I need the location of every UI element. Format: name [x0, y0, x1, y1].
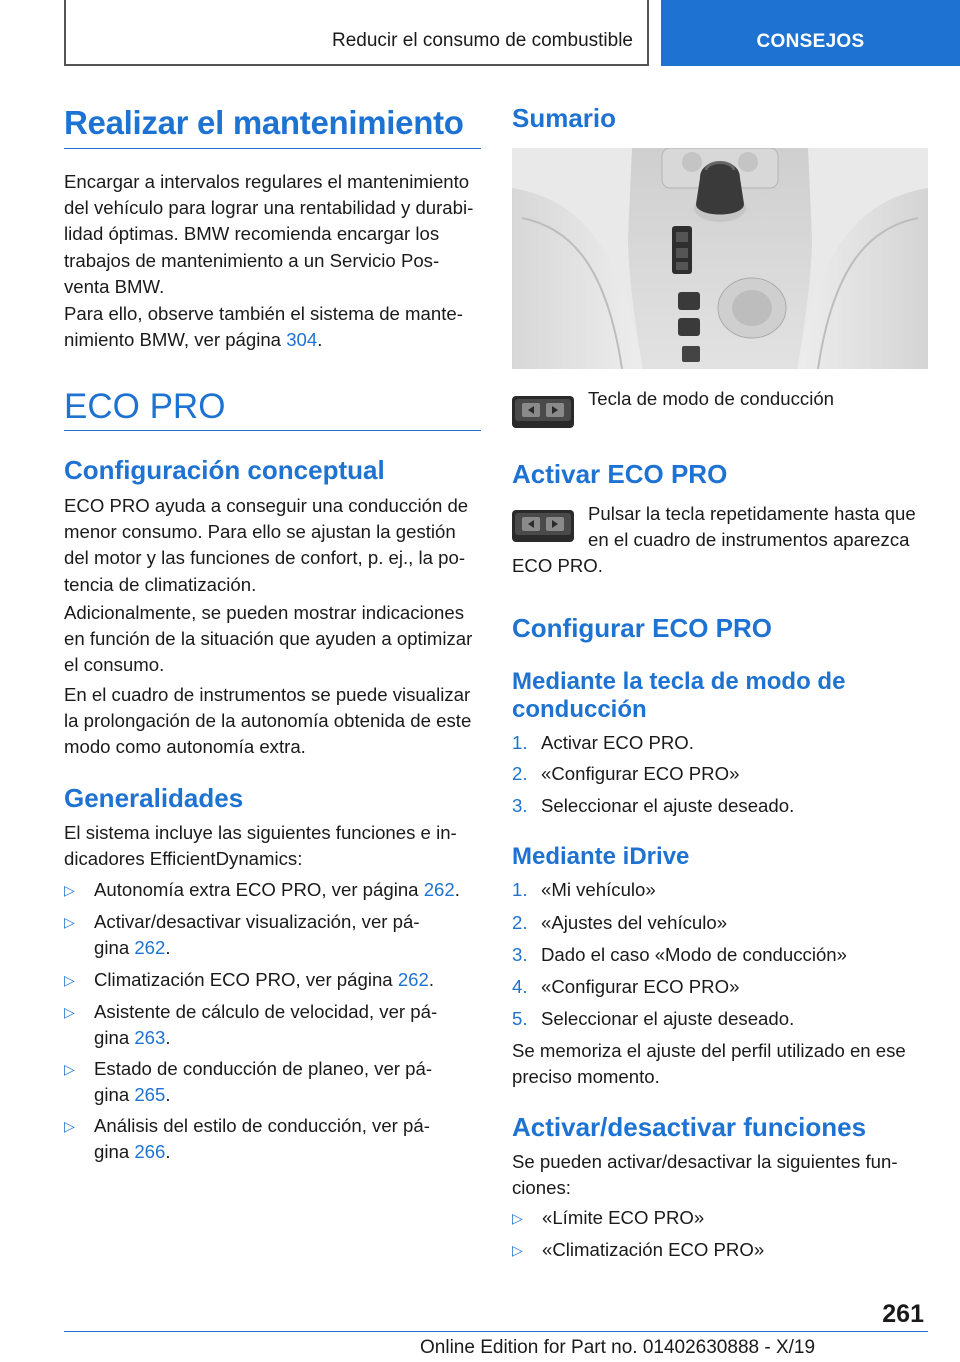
page-link-266[interactable]: 266: [134, 1141, 166, 1163]
list-item: ▷ Autonomía extra ECO PRO, ver página 262.: [64, 877, 481, 905]
heading-via-idrive: Mediante iDrive: [512, 843, 690, 870]
step-text: «Configurar ECO PRO»: [541, 763, 740, 784]
page-link-262[interactable]: 262: [423, 879, 455, 900]
step-text: Activar ECO PRO.: [541, 732, 694, 753]
heading-maintenance: Realizar el mantenimiento: [64, 104, 464, 141]
bullet-triangle-icon: ▷: [64, 972, 75, 988]
step-number: 2.: [512, 763, 528, 784]
list-item: [512, 1006, 928, 1034]
paragraph-concept-1: ECO PRO ayuda a conseguir una conducción de menor consumo. Para ello se ajustan la gestión del motor y las funciones de confort, p. ej., la po- tencia de climatización.: [64, 495, 469, 595]
heading-via-key: Mediante la tecla de modo de conducción: [512, 668, 846, 723]
paragraph-activate-part-2: ECO PRO.: [512, 555, 603, 576]
footer-edition: [420, 1337, 815, 1359]
heading-general: Generalidades: [64, 783, 244, 813]
bullet-triangle-icon: ▷: [64, 1118, 75, 1134]
step-text: «Ajustes del vehículo»: [541, 912, 728, 933]
page-header: [64, 0, 960, 66]
list-item: [512, 761, 928, 789]
page-link-304[interactable]: 304: [286, 329, 318, 351]
list-item-text: «Límite ECO PRO»: [542, 1207, 705, 1228]
heading-eco-pro: ECO PRO: [64, 387, 226, 426]
step-text: Seleccionar el ajuste deseado.: [541, 1008, 795, 1029]
list-item: ▷ Asistente de cálculo de velocidad, ver pá- gina 263.: [64, 1001, 438, 1049]
list-item: [512, 942, 928, 970]
center-console-photo: [512, 148, 928, 369]
bullet-triangle-icon: ▷: [64, 882, 75, 898]
heading-configure-eco-pro: Configurar ECO PRO: [512, 613, 773, 643]
paragraph-memorize: Se memoriza el ajuste del perfil utilizado en ese preciso momento.: [512, 1040, 906, 1088]
step-number: 3.: [512, 795, 528, 816]
driving-mode-key-icon: [512, 396, 574, 428]
header-chapter-tab[interactable]: [661, 0, 960, 66]
paragraph-maintenance-1: Encargar a intervalos regulares el mantenimiento del vehículo para lograr una rentabilidad y durabi- lidad óptimas. BMW recomienda encargar los trabajos de mantenimiento a un Servicio Pos- venta BMW.: [64, 171, 474, 297]
driving-mode-key-icon: [512, 510, 574, 542]
header-section-box: [64, 0, 649, 66]
step-text: Seleccionar el ajuste deseado.: [541, 795, 795, 816]
step-number: 1.: [512, 879, 528, 900]
page-number: 261: [882, 1300, 924, 1328]
heading-toggle-functions: Activar/desactivar funciones: [512, 1112, 867, 1142]
page-link-265[interactable]: 265: [134, 1084, 166, 1106]
list-item: ▷ Activar/desactivar visualización, ver pá- gina 262.: [64, 911, 420, 959]
step-number: 4.: [512, 976, 528, 997]
bullet-triangle-icon: ▷: [512, 1210, 523, 1226]
list-item: ▷ Estado de conducción de planeo, ver pá- gina 265.: [64, 1058, 433, 1106]
step-number: 1.: [512, 732, 528, 753]
list-item: [512, 793, 928, 821]
list-item-text: «Climatización ECO PRO»: [542, 1239, 765, 1260]
heading-summary: Sumario: [512, 103, 617, 133]
paragraph-concept-2: Adicionalmente, se pueden mostrar indicaciones en función de la situación que ayuden a optimizar el consumo.: [64, 602, 473, 676]
bullet-triangle-icon: ▷: [512, 1242, 523, 1258]
list-item: ▷ Análisis del estilo de conducción, ver pá- gina 266.: [64, 1115, 430, 1163]
step-text: «Configurar ECO PRO»: [541, 976, 740, 997]
list-item: [512, 1237, 928, 1265]
footer-edition-text: Online Edition for Part no. 01402630888 - X/19: [420, 1337, 816, 1358]
paragraph-maintenance-2: Para ello, observe también el sistema de mante- nimiento BMW, ver página 304.: [64, 303, 463, 351]
paragraph-toggle: Se pueden activar/desactivar la siguientes fun- ciones:: [512, 1151, 898, 1199]
heading-concept: Configuración conceptual: [64, 455, 385, 485]
bullet-triangle-icon: ▷: [64, 914, 75, 930]
heading-rule: [64, 148, 481, 149]
bullet-triangle-icon: ▷: [64, 1061, 75, 1077]
step-number: 2.: [512, 912, 528, 933]
step-text: «Mi vehículo»: [541, 879, 656, 900]
page-link-263[interactable]: 263: [134, 1027, 166, 1049]
footer-rule: [64, 1331, 928, 1332]
list-item: [512, 1205, 928, 1233]
list-item: ▷ Climatización ECO PRO, ver página 262.: [64, 967, 481, 995]
page-link-262[interactable]: 262: [397, 969, 429, 990]
header-section-title: Reducir el consumo de combustible: [332, 30, 633, 51]
list-item: [512, 730, 928, 758]
list-item: [512, 910, 928, 938]
center-console-illustration: [512, 148, 928, 369]
key-caption: Tecla de modo de conducción: [588, 388, 835, 409]
list-item: [512, 877, 928, 905]
paragraph-general: El sistema incluye las siguientes funciones e in- dicadores EfficientDynamics:: [64, 822, 457, 870]
header-chapter-label: CONSEJOS: [756, 31, 865, 52]
paragraph-concept-3: En el cuadro de instrumentos se puede visualizar la prolongación de la autonomía obtenida de este modo como autonomía extra.: [64, 684, 472, 758]
bullet-triangle-icon: ▷: [64, 1004, 75, 1020]
paragraph-activate-part-1: Pulsar la tecla repetidamente hasta que en el cuadro de instrumentos aparezca: [588, 503, 916, 551]
step-number: 3.: [512, 944, 528, 965]
page-link-262[interactable]: 262: [134, 937, 166, 959]
list-item: [512, 974, 928, 1002]
step-text: Dado el caso «Modo de conducción»: [541, 944, 847, 965]
heading-rule: [64, 430, 481, 431]
heading-activate-eco-pro: Activar ECO PRO: [512, 459, 728, 489]
step-number: 5.: [512, 1008, 528, 1029]
